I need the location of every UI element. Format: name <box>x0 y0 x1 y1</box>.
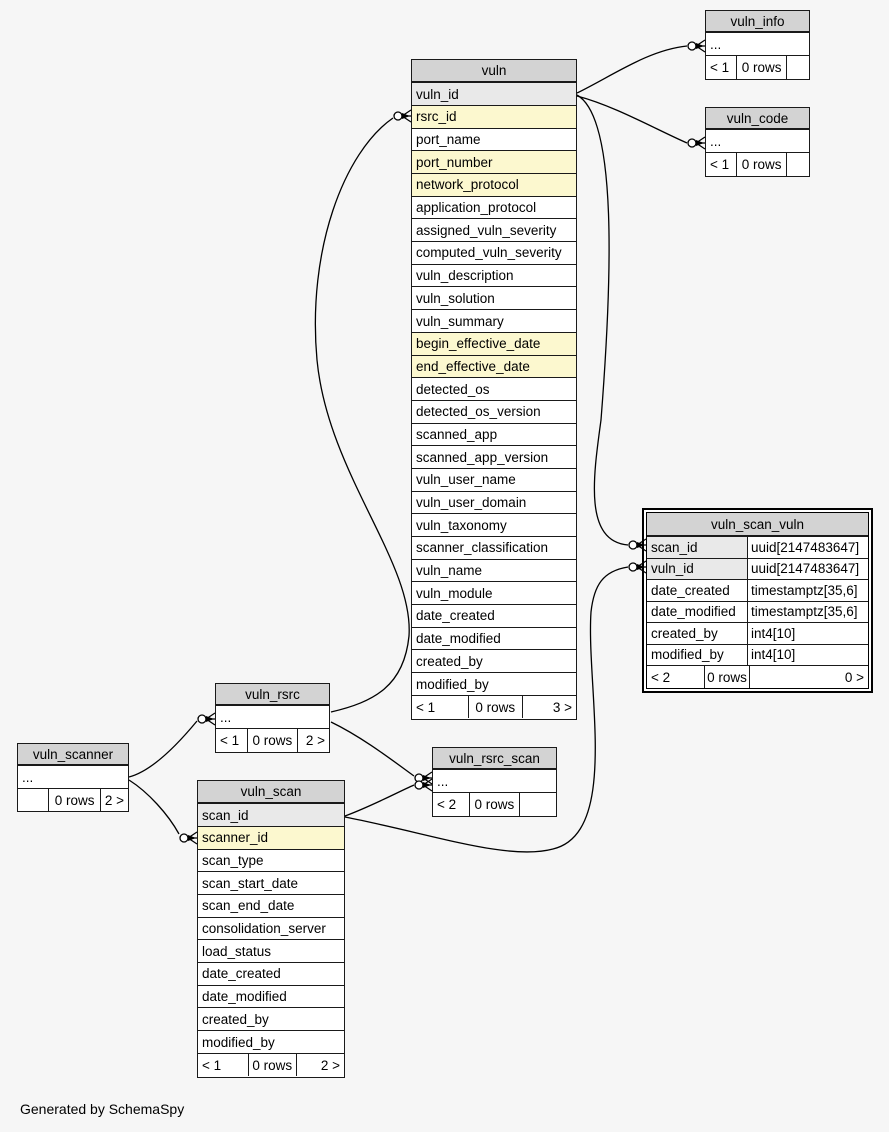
table-vuln-column-date_modified <box>412 628 576 651</box>
column-name: created_by <box>651 625 718 641</box>
edge-vuln-to-vuln_info <box>577 40 705 93</box>
table-vuln-column-computed_vuln_severity <box>412 242 576 265</box>
table-vuln_scanner-column-ellipsis <box>18 766 128 789</box>
table-vuln_info-title[interactable]: vuln_info <box>730 13 785 29</box>
edge-vuln_rsrc-to-vuln_rsrc_scan <box>331 722 432 784</box>
table-vuln_scan-footer-cell-1: 0 rows <box>248 1054 296 1077</box>
table-vuln_scan-footer <box>198 1054 344 1077</box>
column-name: application_protocol <box>416 200 537 216</box>
table-vuln_rsrc_scan-footer-cell-0: < 2 <box>437 797 457 812</box>
table-vuln_info-footer-cell-2 <box>786 56 809 79</box>
table-vuln_code-footer-cell-1: 0 rows <box>736 153 786 176</box>
column-name: scan_id <box>651 539 698 555</box>
column-name: rsrc_id <box>416 109 457 125</box>
table-vuln_scanner-footer <box>18 789 128 811</box>
column-name: port_number <box>416 154 493 170</box>
table-vuln_rsrc-footer-cell-0: < 1 <box>220 733 240 748</box>
table-vuln_scan_vuln-footer-cell-0: < 2 <box>651 669 671 685</box>
column-name: network_protocol <box>416 177 519 193</box>
table-vuln_code-footer-cell-0: < 1 <box>710 157 730 172</box>
column-name: modified_by <box>651 647 724 663</box>
column-name: date_modified <box>416 631 501 647</box>
table-vuln-column-modified_by <box>412 673 576 696</box>
table-vuln-column-network_protocol <box>412 174 576 197</box>
column-name: vuln_solution <box>416 290 495 306</box>
column-name: created_by <box>416 653 483 669</box>
column-name: vuln_summary <box>416 313 504 329</box>
table-vuln_scan_vuln-column-date_modified <box>647 602 868 624</box>
zero-cardinality-circle <box>415 774 423 782</box>
column-type: timestamptz[35,6] <box>747 602 868 623</box>
table-vuln_info-footer <box>706 56 809 79</box>
table-vuln-footer-cell-0: < 1 <box>416 699 436 715</box>
column-name: load_status <box>202 943 272 959</box>
table-vuln_rsrc_scan-footer-cell-1: 0 rows <box>469 793 519 816</box>
table-vuln-column-assigned_vuln_severity <box>412 219 576 242</box>
table-vuln_scan-column-scan_start_date <box>198 872 344 895</box>
table-vuln_scan-title[interactable]: vuln_scan <box>240 784 302 800</box>
column-name: scanner_id <box>202 830 269 846</box>
column-type: timestamptz[35,6] <box>747 580 868 601</box>
table-vuln_scan-column-date_created <box>198 963 344 986</box>
column-name: modified_by <box>202 1034 275 1050</box>
zero-cardinality-circle <box>629 541 637 549</box>
table-vuln_info <box>705 10 810 80</box>
table-vuln_rsrc_scan-title[interactable]: vuln_rsrc_scan <box>449 750 540 766</box>
column-name: begin_effective_date <box>416 336 541 352</box>
table-vuln_info-footer-cell-0: < 1 <box>710 60 730 75</box>
column-name: created_by <box>202 1011 269 1027</box>
table-vuln_info-column-ellipsis <box>706 33 809 56</box>
table-vuln_rsrc_scan-footer <box>433 793 556 816</box>
table-vuln_code-footer-cell-2 <box>786 153 809 176</box>
column-name: ... <box>710 133 722 149</box>
column-name: scan_end_date <box>202 898 295 914</box>
table-vuln_scan-column-modified_by <box>198 1031 344 1054</box>
column-name: detected_os <box>416 381 490 397</box>
table-vuln_scan_vuln-title[interactable]: vuln_scan_vuln <box>710 516 805 532</box>
column-type: uuid[2147483647] <box>747 537 868 558</box>
column-name: detected_os_version <box>416 404 541 420</box>
table-vuln_scan_vuln-column-scan_id <box>647 537 868 559</box>
table-vuln_scan-column-created_by <box>198 1008 344 1031</box>
column-name: end_effective_date <box>416 358 530 374</box>
table-vuln_scan-column-scanner_id <box>198 827 344 850</box>
column-name: ... <box>22 769 34 785</box>
table-vuln-footer <box>412 696 576 719</box>
table-vuln-column-port_name <box>412 129 576 152</box>
zero-cardinality-circle <box>688 139 696 147</box>
table-vuln-column-application_protocol <box>412 197 576 220</box>
table-vuln-column-scanner_classification <box>412 537 576 560</box>
table-vuln-column-created_by <box>412 650 576 673</box>
column-name: vuln_id <box>416 86 459 102</box>
table-vuln-column-vuln_id <box>412 83 576 106</box>
table-vuln_code-footer <box>706 153 809 176</box>
column-name: computed_vuln_severity <box>416 245 562 261</box>
table-vuln_scan-column-consolidation_server <box>198 918 344 941</box>
table-vuln_scan-column-date_modified <box>198 986 344 1009</box>
zero-cardinality-circle <box>394 112 402 120</box>
table-vuln_scan_vuln-column-created_by <box>647 623 868 645</box>
table-vuln_scan-column-scan_type <box>198 850 344 873</box>
column-name: date_modified <box>651 604 736 620</box>
table-vuln-column-scanned_app <box>412 424 576 447</box>
column-name: vuln_id <box>651 561 694 577</box>
column-name: consolidation_server <box>202 921 326 937</box>
column-name: modified_by <box>416 676 489 692</box>
column-name: vuln_user_domain <box>416 495 527 511</box>
table-vuln_info-footer-cell-1: 0 rows <box>736 56 786 79</box>
column-name: scanned_app_version <box>416 449 549 465</box>
table-vuln-title[interactable]: vuln <box>481 63 507 79</box>
crows-foot-marker <box>696 40 705 52</box>
column-type: int4[10] <box>747 623 868 644</box>
table-vuln <box>411 59 577 720</box>
column-name: port_name <box>416 132 481 148</box>
zero-cardinality-circle <box>688 42 696 50</box>
table-vuln-column-vuln_user_name <box>412 469 576 492</box>
table-vuln_rsrc-column-ellipsis <box>216 706 329 729</box>
table-vuln-column-end_effective_date <box>412 356 576 379</box>
table-vuln_rsrc_scan-footer-cell-2 <box>519 793 556 816</box>
column-name: date_created <box>416 608 495 624</box>
table-vuln-column-rsrc_id <box>412 106 576 129</box>
table-vuln-column-begin_effective_date <box>412 333 576 356</box>
column-name: assigned_vuln_severity <box>416 222 557 238</box>
column-type: int4[10] <box>747 645 868 666</box>
table-vuln_scan_vuln-column-vuln_id <box>647 559 868 581</box>
crows-foot-marker <box>188 832 197 844</box>
column-name: scan_start_date <box>202 875 299 891</box>
zero-cardinality-circle <box>198 715 206 723</box>
table-vuln_rsrc-title[interactable]: vuln_rsrc <box>245 686 300 702</box>
zero-cardinality-circle <box>180 834 188 842</box>
table-vuln-column-vuln_name <box>412 560 576 583</box>
table-vuln_rsrc <box>215 683 330 753</box>
table-vuln_scan-column-scan_end_date <box>198 895 344 918</box>
column-name: date_created <box>651 582 730 598</box>
table-vuln_scan-column-scan_id <box>198 804 344 827</box>
table-vuln_scan_vuln <box>642 508 873 693</box>
edge-vuln-to-vuln_scan_vuln <box>577 95 646 551</box>
crows-foot-marker <box>423 779 432 791</box>
table-vuln-column-detected_os <box>412 378 576 401</box>
edge-vuln_scanner-to-vuln_scan <box>129 780 197 844</box>
table-vuln-column-detected_os_version <box>412 401 576 424</box>
edge-vuln_scan-to-vuln_rsrc_scan <box>345 779 432 816</box>
table-vuln_scan <box>197 780 345 1078</box>
table-vuln-column-scanned_app_version <box>412 446 576 469</box>
table-vuln-column-vuln_summary <box>412 310 576 333</box>
table-vuln-column-date_created <box>412 605 576 628</box>
crows-foot-marker <box>402 110 411 122</box>
zero-cardinality-circle <box>629 563 637 571</box>
table-vuln_scan_vuln-column-date_created <box>647 580 868 602</box>
table-vuln_rsrc_scan-column-ellipsis <box>433 770 556 793</box>
column-type: uuid[2147483647] <box>747 559 868 580</box>
column-name: vuln_taxonomy <box>416 517 507 533</box>
column-name: date_created <box>202 966 281 982</box>
table-vuln_scan-footer-cell-0: < 1 <box>202 1057 222 1073</box>
crows-foot-marker <box>206 713 215 725</box>
table-vuln_rsrc-footer-cell-2: 2 > <box>297 729 329 752</box>
column-name: date_modified <box>202 989 287 1005</box>
table-vuln_scanner-footer-cell-0 <box>18 789 48 811</box>
table-vuln_scan-footer-cell-2: 2 > <box>296 1054 344 1077</box>
table-vuln_code <box>705 107 810 177</box>
column-name: ... <box>710 36 722 52</box>
column-name: scanned_app <box>416 426 498 442</box>
table-vuln_scan_vuln-column-modified_by <box>647 645 868 667</box>
column-name: vuln_description <box>416 268 514 284</box>
table-vuln-column-vuln_description <box>412 265 576 288</box>
table-vuln_scanner-title[interactable]: vuln_scanner <box>32 746 114 762</box>
table-vuln-footer-cell-1: 0 rows <box>468 696 522 719</box>
table-vuln_scan_vuln-footer-cell-2: 0 > <box>749 666 868 688</box>
table-vuln-column-vuln_solution <box>412 287 576 310</box>
table-vuln_scanner-footer-cell-1: 0 rows <box>48 789 101 811</box>
table-vuln_rsrc-footer-cell-1: 0 rows <box>247 729 298 752</box>
column-name: ... <box>220 709 232 725</box>
table-vuln-column-vuln_taxonomy <box>412 514 576 537</box>
column-name: scan_id <box>202 807 249 823</box>
table-vuln_scanner-footer-cell-2: 2 > <box>100 789 128 811</box>
column-name: vuln_name <box>416 563 483 579</box>
table-vuln-footer-cell-2: 3 > <box>522 696 576 719</box>
table-vuln_scan-column-load_status <box>198 940 344 963</box>
edge-vuln-to-vuln_code <box>577 96 705 149</box>
table-vuln_scanner <box>17 743 129 812</box>
edge-vuln_scanner-to-vuln_rsrc <box>129 713 215 777</box>
table-vuln_scan_vuln-footer <box>647 666 868 688</box>
crows-foot-marker <box>696 137 705 149</box>
zero-cardinality-circle <box>415 781 423 789</box>
table-vuln_scan_vuln-footer-cell-1: 0 rows <box>704 666 748 688</box>
column-name: ... <box>437 773 449 789</box>
column-name: scan_type <box>202 853 264 869</box>
edge-vuln_rsrc-to-vuln <box>315 110 411 712</box>
table-vuln-column-vuln_user_domain <box>412 492 576 515</box>
generated-by-note: Generated by SchemaSpy <box>20 1101 185 1117</box>
table-vuln_rsrc_scan <box>432 747 557 817</box>
table-vuln_rsrc-footer <box>216 729 329 752</box>
column-name: scanner_classification <box>416 540 549 556</box>
table-vuln_code-column-ellipsis <box>706 130 809 153</box>
crows-foot-marker <box>423 772 432 784</box>
table-vuln-column-port_number <box>412 151 576 174</box>
column-name: vuln_user_name <box>416 472 516 488</box>
column-name: vuln_module <box>416 585 493 601</box>
table-vuln-column-vuln_module <box>412 582 576 605</box>
table-vuln_code-title[interactable]: vuln_code <box>726 110 789 126</box>
